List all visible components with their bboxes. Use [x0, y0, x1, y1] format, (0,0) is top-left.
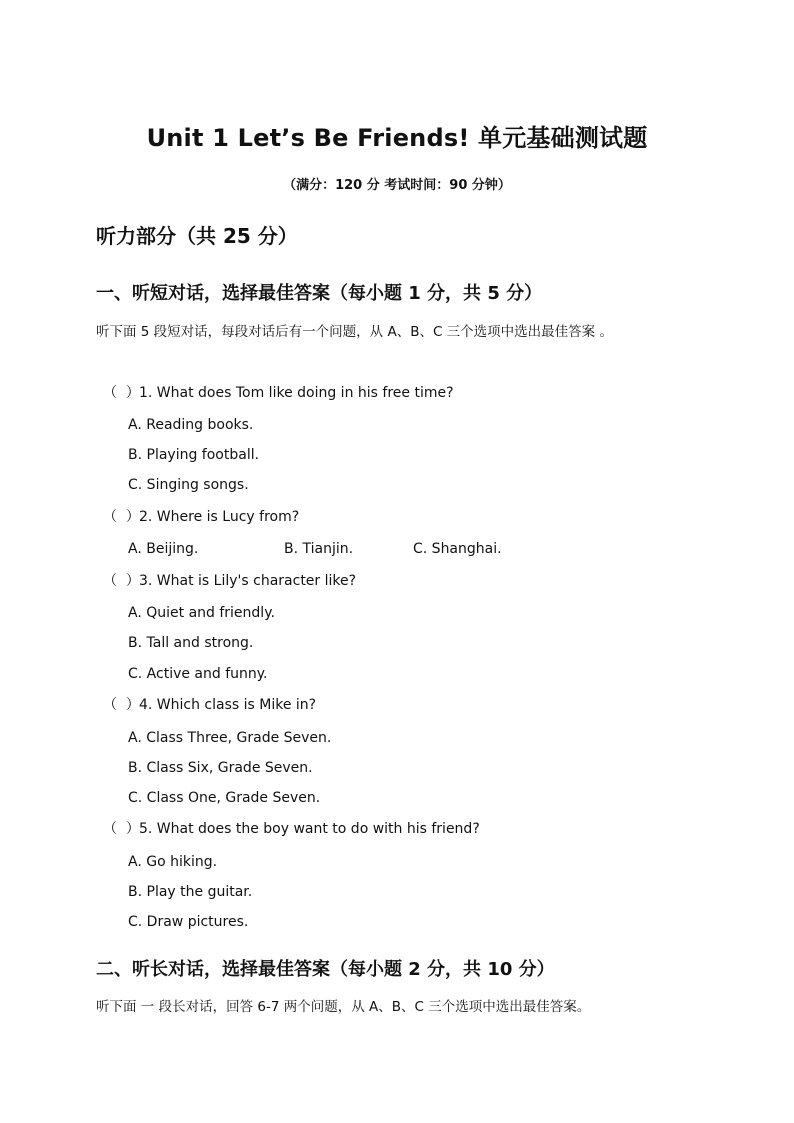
option-4c: C. Class One, Grade Seven.: [128, 790, 321, 806]
option-5b: B. Play the guitar.: [128, 884, 253, 900]
question-3: [103, 570, 356, 590]
option-2b: B. Tianjin.: [284, 541, 354, 557]
part-heading-listening: 听力部分（共 25 分）: [96, 224, 298, 248]
question-1: [103, 382, 454, 402]
section-heading-2: 二、听长对话，选择最佳答案（每小题 2 分，共 10 分）: [96, 959, 555, 980]
option-5c: C. Draw pictures.: [128, 914, 249, 930]
section-instruction-1: 听下面 5 段短对话，每段对话后有一个问题，从 A、B、C 三个选项中选出最佳答案 。: [96, 324, 613, 340]
option-4a: A. Class Three, Grade Seven.: [128, 730, 332, 746]
option-3c: C. Active and funny.: [128, 666, 268, 682]
option-3a: A. Quiet and friendly.: [128, 605, 275, 621]
answer-blank[interactable]: （ ）: [103, 385, 140, 401]
option-5a: A. Go hiking.: [128, 854, 218, 870]
question-text: 5. What does the boy want to do with his friend?: [139, 821, 480, 837]
question-text: 2. Where is Lucy from?: [139, 509, 300, 525]
section-heading-1: 一、听短对话，选择最佳答案（每小题 1 分，共 5 分）: [96, 283, 543, 304]
page-title: Unit 1 Let’s Be Friends! 单元基础测试题: [146, 124, 648, 152]
option-4b: B. Class Six, Grade Seven.: [128, 760, 313, 776]
question-4: [103, 694, 316, 714]
section-instruction-2: 听下面 一 段长对话，回答 6-7 两个问题，从 A、B、C 三个选项中选出最佳答案。: [96, 999, 591, 1015]
option-1b: B. Playing football.: [128, 447, 260, 463]
answer-blank[interactable]: （ ）: [103, 573, 140, 589]
answer-blank[interactable]: （ ）: [103, 821, 140, 837]
question-text: 4. Which class is Mike in?: [139, 697, 317, 713]
option-1a: A. Reading books.: [128, 417, 254, 433]
question-text: 3. What is Lily's character like?: [139, 573, 357, 589]
answer-blank[interactable]: （ ）: [103, 697, 140, 713]
option-3b: B. Tall and strong.: [128, 635, 254, 651]
question-2: [103, 506, 299, 526]
question-text: 1. What does Tom like doing in his free time?: [139, 385, 454, 401]
question-5: [103, 818, 480, 838]
option-2a: A. Beijing.: [128, 541, 199, 557]
exam-info: （满分：120 分 考试时间：90 分钟）: [283, 178, 511, 193]
option-1c: C. Singing songs.: [128, 477, 249, 493]
option-2c: C. Shanghai.: [413, 541, 502, 557]
answer-blank[interactable]: （ ）: [103, 509, 140, 525]
